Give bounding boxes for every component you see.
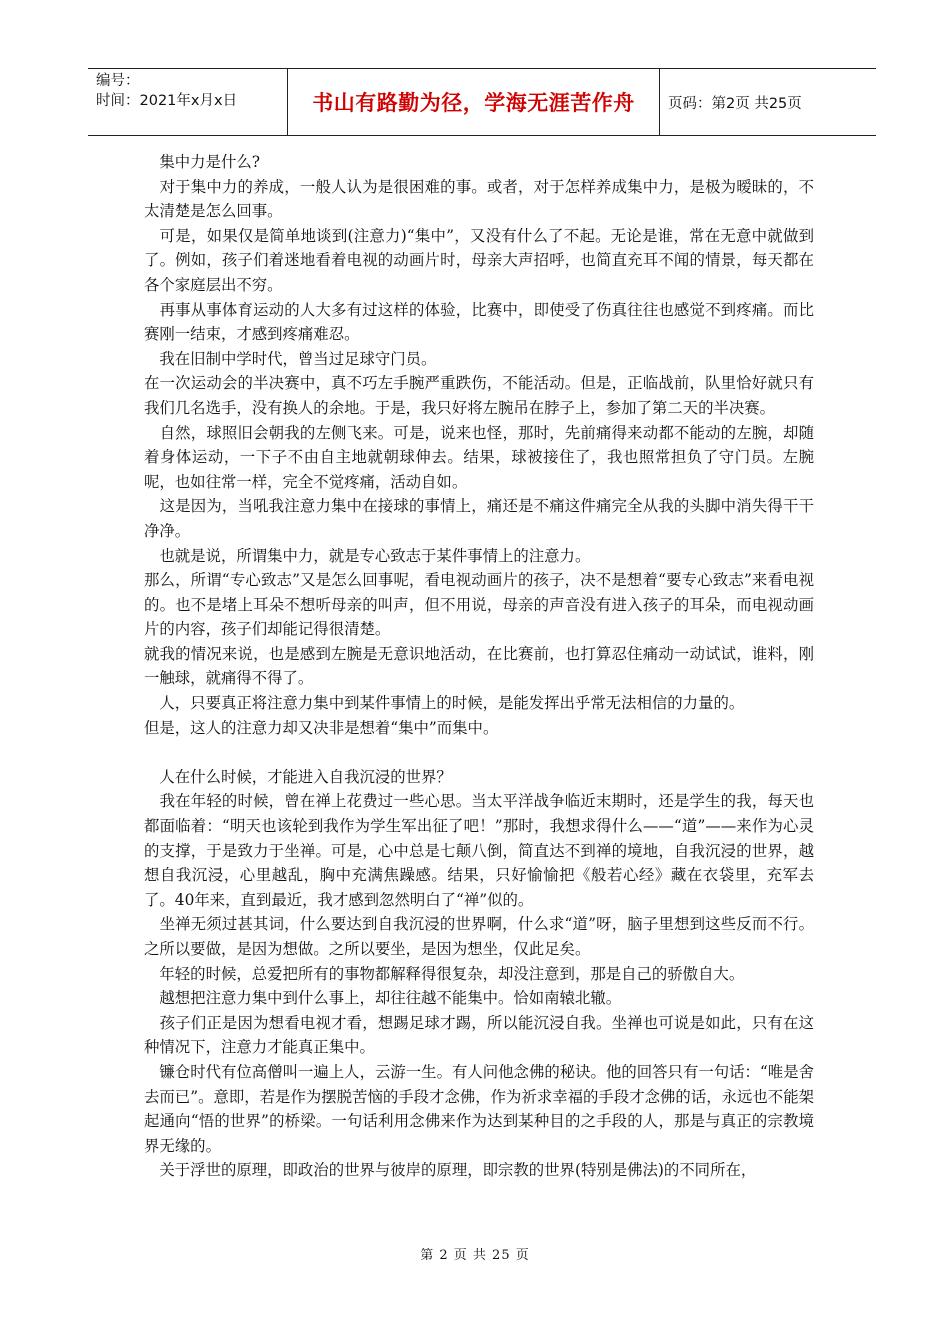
paragraph: 再事从事体育运动的人大多有过这样的体验，比赛中，即使受了伤真往往也感觉不到疼痛。而比赛刚一结束，才感到疼痛难忍。 — [144, 300, 814, 344]
paragraph: 我在旧制中学时代，曾当过足球守门员。 — [144, 349, 437, 368]
header-meta — [88, 69, 288, 135]
paragraph: 越想把注意力集中到什么事上，却往往越不能集中。恰如南辕北辙。 — [144, 989, 622, 1008]
paragraph: 那么，所谓“专心致志”又是怎么回事呢，看电视动画片的孩子，决不是想着“要专心致志”来看电视的。也不是堵上耳朵不想听母亲的叫声，但不用说，母亲的声音没有进入孩子的耳朵，而电视动画片的内容，孩子们却能记得很清楚。 — [144, 571, 814, 639]
paragraph: 镰仓时代有位高僧叫一遍上人，云游一生。有人问他念佛的秘诀。他的回答只有一句话：“唯是舍去而已”。意即，若是作为摆脱苦恼的手段才念佛，作为祈求幸福的手段才念佛的话，永远也不能架起通向“悟的世界”的桥梁。一句话利用念佛来作为达到某种目的之手段的人，那是与真正的宗教境界无缘的。 — [144, 1062, 814, 1155]
paragraph: 但是，这人的注意力却又决非是想着“集中”而集中。 — [144, 718, 499, 737]
paragraph: 我在年轻的时候，曾在禅上花费过一些心思。当太平洋战争临近末期时，还是学生的我，每天也都面临着：“明天也该轮到我作为学生军出征了吧！”那时，我想求得什么——“道”——来作为心灵的支撑，于是致力于坐禅。可是，心中总是七颠八倒，简直达不到禅的境地，自我沉浸的世界，越想自我沉浸，心里越乱，胸中充满焦躁感。结果，只好愉愉把《般若心经》藏在衣袋里，充军去了。40年来，直到最近，我才感到忽然明白了“禅”似的。 — [144, 792, 814, 909]
header-motto: 书山有路勤为径，学海无涯苦作舟 — [288, 69, 660, 135]
paragraph: 也就是说，所谓集中力，就是专心致志于某件事情上的注意力。 — [144, 546, 591, 565]
paragraph: 在一次运动会的半决赛中，真不巧左手腕严重跌伤，不能活动。但是，正临战前，队里恰好就只有我们几名选手，没有换人的余地。于是，我只好将左腕吊在脖子上，参加了第二天的半决赛。 — [144, 374, 814, 417]
paragraph: 关于浮世的原理，即政治的世界与彼岸的原理，即宗教的世界(特别是佛法)的不同所在， — [144, 1161, 757, 1180]
document-code-label: 编号： — [96, 73, 140, 89]
paragraph: 年轻的时候，总爱把所有的事物都解释得很复杂，却没注意到，那是自己的骄傲自大。 — [144, 964, 745, 983]
paragraph: 集中力是什么? — [144, 153, 260, 171]
paragraph: 可是，如果仅是简单地谈到(注意力)“集中”，又没有什么了不起。无论是谁，常在无意中就做到了。例如，孩子们着迷地看着电视的动画片时，母亲大声招呼，也简直充耳不闻的情景，每天都在各个家庭层出不穷。 — [144, 226, 814, 294]
header-page-label: 页码：第2页 共25页 — [668, 95, 802, 112]
paragraph: 坐禅无须过甚其词，什么要达到自我沉浸的世界啊，什么求“道”呀，脑子里想到这些反而不行。之所以要做，是因为想做。之所以要坐，是因为想坐，仅此足矣。 — [144, 915, 814, 958]
paragraph: 就我的情况来说，也是感到左腕是无意识地活动，在比赛前，也打算忍住痛动一动试试，谁料，刚一触球，就痛得不得了。 — [144, 644, 814, 688]
paragraph: 这是因为，当吼我注意力集中在接球的事情上，痛还是不痛这件痛完全从我的头脚中消失得干干净净。 — [144, 497, 814, 540]
document-body — [144, 150, 814, 1183]
paragraph: 自然，球照旧会朝我的左侧飞来。可是，说来也怪，那时，先前痛得来动都不能动的左腕，却随着身体运动，一下子不由自主地就朝球伸去。结果，球被接住了，我也照常担负了守门员。左腕呢，也如往常一样，完全不觉疼痛，活动自如。 — [144, 423, 814, 491]
page-header — [88, 68, 876, 136]
blank-line — [144, 740, 814, 765]
document-date-label: 时间：2021年x月x日 — [96, 93, 238, 109]
page-footer: 第 2 页 共 25 页 — [420, 1248, 530, 1263]
paragraph: 孩子们正是因为想看电视才看，想踢足球才踢，所以能沉浸自我。坐禅也可说是如此，只有在这种情况下，注意力才能真正集中。 — [144, 1013, 814, 1057]
paragraph: 人，只要真正将注意力集中到某件事情上的时候，是能发挥出乎常无法相信的力量的。 — [144, 694, 745, 713]
paragraph: 对于集中力的养成，一般人认为是很困难的事。或者，对于怎样养成集中力，是极为暧昧的，不太清楚是怎么回事。 — [144, 177, 814, 221]
paragraph: 人在什么时候，才能进入自我沉浸的世界？ — [144, 767, 452, 786]
